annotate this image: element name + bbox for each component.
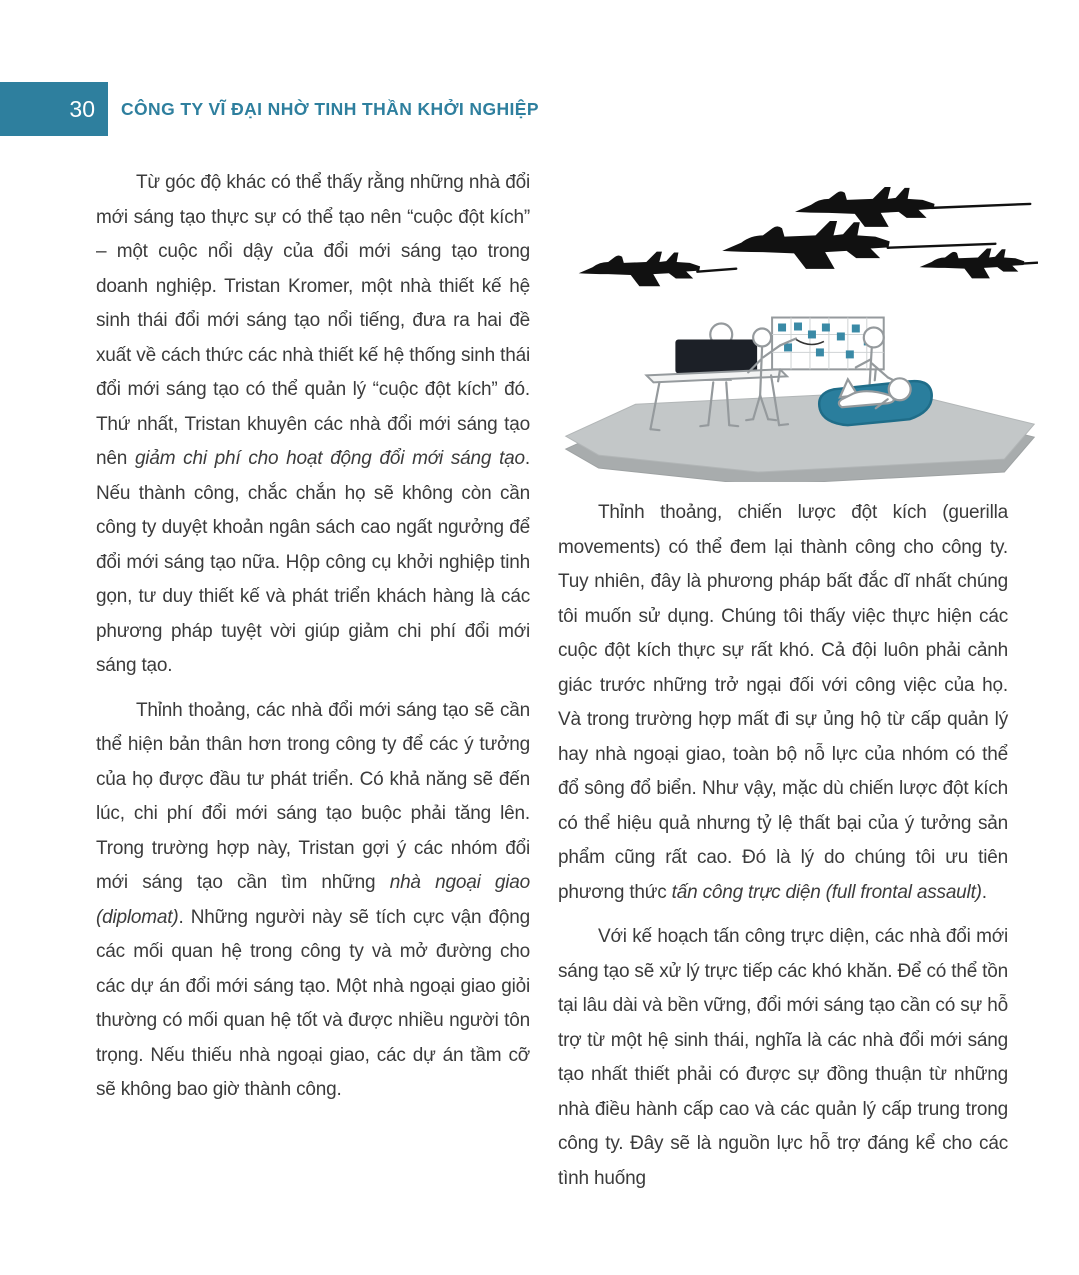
page-number-block	[0, 82, 108, 136]
text-run: Với kế hoạch tấn công trực diện, các nhà đổi mới sáng tạo sẽ xử lý trực tiếp các khó khăn. Để có thể tồn tại lâu dài và bền vững, đổi mới sáng tạo cần có sự hỗ trợ từ một hệ sinh thái, nghĩa là các nhà đổi mới sáng tạo nhất thiết phải có được sự đồng thuận từ những nhà điều hành cấp cao và các quản lý cấp trung trong công ty. Đây sẽ là nguồn lực hỗ trợ đáng kể cho các tình huống	[558, 926, 1008, 1189]
right-column-text	[558, 496, 1008, 1196]
running-title: CÔNG TY VĨ ĐẠI NHỜ TINH THẦN KHỞI NGHIỆP	[121, 98, 539, 119]
kanban-board	[772, 318, 884, 382]
text-run: Thỉnh thoảng, các nhà đổi mới sáng tạo sẽ cần thể hiện bản thân hơn trong công ty để các ý tưởng của họ được đầu tư phát triển. Có khả năng sẽ đến lúc, chi phí đổi mới sáng tạo buộc phải tăng lên. Trong trường hợp này, Tristan gợi ý các nhóm đổi mới sáng tạo cần tìm những	[96, 699, 530, 893]
page-number: 30	[69, 95, 95, 122]
text-run: .	[981, 881, 987, 903]
italic-run: giảm chi phí cho hoạt động đổi mới sáng tạo	[134, 448, 525, 469]
page-content	[96, 166, 1008, 1206]
fighter-jet-icon	[722, 221, 889, 269]
illustration	[558, 168, 1038, 482]
italic-run: tấn công trực diện (full frontal assault)	[671, 881, 982, 903]
text-run: . Những người này sẽ tích cực vận động các mối quan hệ trong công ty và mở đường cho các dự án đổi mới sáng tạo. Một nhà ngoại giao giỏi thường có mối quan hệ tốt và được nhiều người tôn trọng. Nếu thiếu nhà ngoại giao, các dự án tầm cỡ sẽ không bao giờ thành công.	[96, 906, 530, 1100]
paragraph	[96, 166, 530, 684]
text-run: Từ góc độ khác có thể thấy rằng những nhà đổi mới sáng tạo thực sự có thể tạo nên “cuộc đột kích” – một cuộc nổi dậy của đổi mới sáng tạo trong doanh nghiệp. Tristan Kromer, một nhà thiết kế hệ sinh thái đổi mới sáng tạo nổi tiếng, đưa ra hai đề xuất về cách thức các nhà thiết kế hệ thống sinh thái đổi mới sáng tạo có thể quản lý “cuộc đột kích” đó. Thứ nhất, Tristan khuyên các nhà đổi mới sáng tạo nên	[96, 172, 530, 469]
fighter-jet-icon	[920, 248, 1025, 278]
paragraph	[96, 694, 530, 1108]
fighter-jet-icon	[795, 187, 935, 227]
fighter-jet-icon	[579, 252, 700, 287]
monitor-icon	[675, 339, 757, 373]
boat-group	[819, 378, 932, 425]
text-run: Thỉnh thoảng, chiến lược đột kích (guerilla movements) có thể đem lại thành công cho công ty. Tuy nhiên, đây là phương pháp bất đắc dĩ nhất chúng tôi muốn sử dụng. Chúng tôi thấy việc thực hiện các cuộc đột kích thực sự rất khó. Cả đội luôn phải cảnh giác trước những trở ngại đối với công việc của họ. Và trong trường hợp mất đi sự ủng hộ từ cấp quản lý hay nhà ngoại giao, toàn bộ nỗ lực của nhóm có thể đổ sông đổ biển. Như vậy, mặc dù chiến lược đột kích có thể hiệu quả nhưng tỷ lệ thất bại của ý tưởng sản phẩm cũng rất cao. Đó là lý do chúng tôi ưu tiên phương thức	[558, 502, 1008, 903]
startup-team-under-jets-illustration	[558, 168, 1038, 482]
stick-figure-lounging-head	[889, 378, 911, 400]
paragraph	[558, 920, 1008, 1196]
text-run: . Nếu thành công, chắc chắn họ sẽ không còn cần công ty duyệt khoản ngân sách cao ngất ngưởng để đổi mới sáng tạo nữa. Hộp công cụ khởi nghiệp tinh gọn, tư duy thiết kế và phát triển khách hàng là các phương pháp tuyệt vời giúp giảm chi phí đổi mới sáng tạo.	[96, 448, 530, 676]
left-column	[96, 166, 530, 1206]
right-column	[558, 166, 1008, 1206]
desk-top	[646, 369, 787, 382]
platform	[566, 391, 1035, 482]
italic-run: nhà ngoại giao (diplomat)	[96, 872, 531, 928]
paragraph	[558, 496, 1008, 910]
